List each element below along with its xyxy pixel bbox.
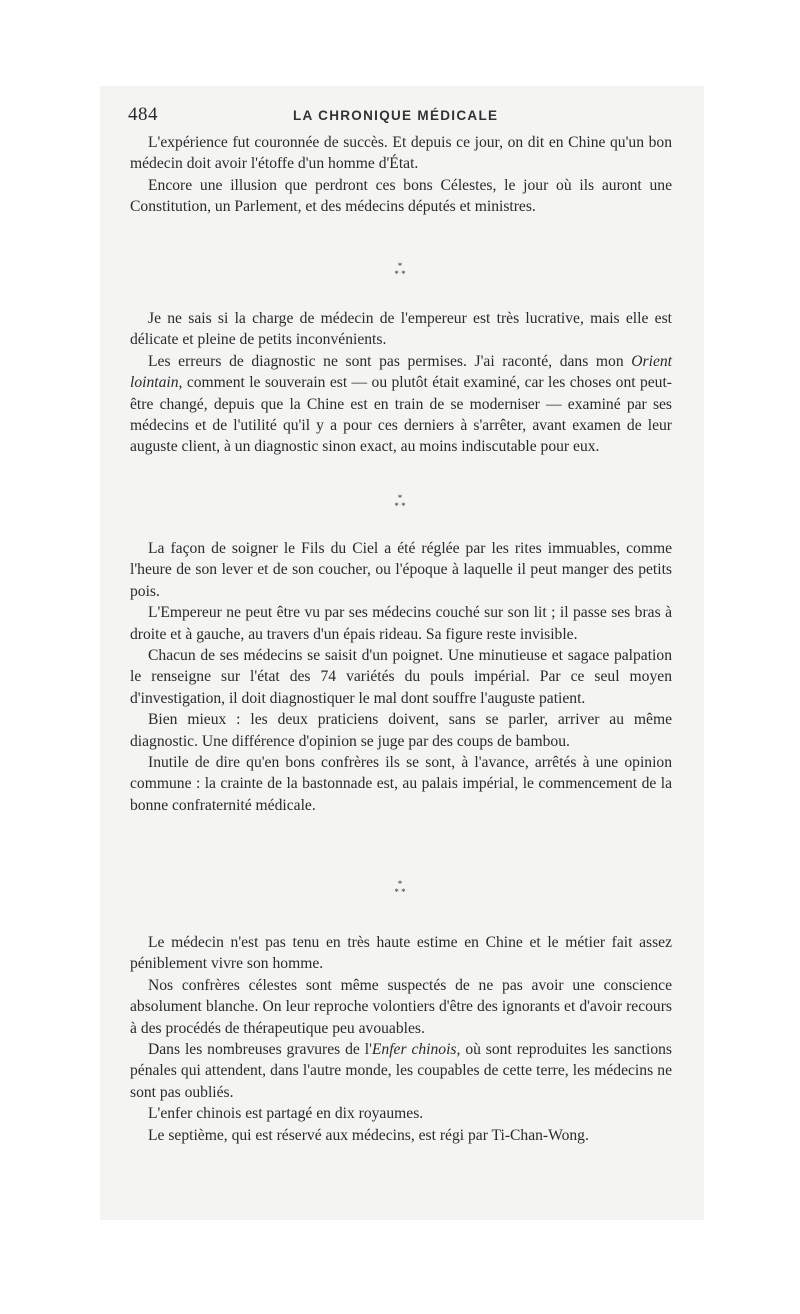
section-separator-asterism [375, 880, 425, 910]
book-title: Orient lointain, [130, 352, 672, 392]
paragraph: L'enfer chinois est partagé en dix royaumes. [148, 1105, 424, 1123]
paragraph-text: où sont reproduites les sanctions pénales qui attendent, dans l'autre monde, les coupables de cette terre, les médecins ne sont pas oubliés. [130, 1041, 672, 1101]
paragraph-text: Dans les nombreuses gravures de l' [148, 1041, 372, 1059]
paragraph [130, 1039, 672, 1103]
paragraph-text: Les erreurs de diagnostic ne sont pas permises. J'ai raconté, dans mon [148, 352, 624, 370]
asterism-top: * [397, 493, 403, 503]
asterism-bottom: * * [394, 269, 406, 279]
asterism-top: * [397, 879, 403, 889]
asterism-bottom: * * [394, 887, 406, 897]
paragraph: Le médecin n'est pas tenu en très haute estime en Chine et le métier fait assez péniblement vivre son homme. [130, 934, 672, 973]
asterism-top: * [397, 261, 403, 271]
paragraph: La façon de soigner le Fils du Ciel a été réglée par les rites immuables, comme l'heure de son lever et de son coucher, ou l'époque à laquelle il peut manger des petits pois. [130, 540, 672, 600]
paragraph: L'Empereur ne peut être vu par ses médecins couché sur son lit ; il passe ses bras à droite et à gauche, au travers d'un épais rideau. Sa figure reste invisible. [130, 604, 672, 643]
page-header [128, 104, 672, 128]
paragraph: L'expérience fut couronnée de succès. Et depuis ce jour, on dit en Chine qu'un bon médecin doit avoir l'étoffe d'un homme d'État. [130, 134, 672, 173]
running-title: LA CHRONIQUE MÉDICALE [293, 108, 499, 123]
paragraph: Bien mieux : les deux praticiens doivent, sans se parler, arriver au même diagnostic. Une différence d'opinion se juge par des coups de bambou. [130, 711, 672, 750]
text-section-4 [130, 932, 672, 1146]
paragraph: Encore une illusion que perdront ces bons Célestes, le jour où ils auront une Constitution, un Parlement, et des médecins députés et ministres. [130, 176, 672, 216]
text-section-3 [130, 538, 672, 816]
page-number: 484 [128, 104, 158, 125]
paragraph: Nos confrères célestes sont même suspectés de ne pas avoir une conscience absolument blanche. On leur reproche volontiers d'être des ignorants et d'avoir recours à des procédés de thérapeutique peu avouables. [130, 976, 672, 1037]
text-section-1 [130, 132, 672, 218]
paragraph-text: comment le souverain est — ou plutôt était examiné, car les choses ont peut-être changé, depuis que la Chine est en train de se moderniser — examiné par ses médecins et de l'utilité qu'il y a pour ces derniers à s'arrêter, avant examen de leur auguste client, à un diagnostic sinon exact, au moins indiscutable pour eux. [130, 374, 673, 456]
paragraph: Le septième, qui est réservé aux médecins, est régi par Ti-Chan-Wong. [148, 1126, 589, 1144]
text-section-2 [130, 308, 672, 458]
paragraph: Je ne sais si la charge de médecin de l'empereur est très lucrative, mais elle est délicate et pleine de petits inconvénients. [130, 310, 672, 349]
paragraph: Chacun de ses médecins se saisit d'un poignet. Une minutieuse et sagace palpation le renseigne sur l'état des 74 variétés du pouls impérial. Par ce seul moyen d'investigation, il doit diagnostiquer le mal dont souffre l'auguste patient. [130, 647, 672, 707]
work-title: Enfer chinois, [371, 1041, 461, 1059]
section-separator-asterism [375, 262, 425, 292]
paragraph: Inutile de dire qu'en bons confrères ils se sont, à l'avance, arrêtés à une opinion commune : la crainte de la bastonnade est, au palais impérial, le commencement de la bonne confraternité médicale. [130, 754, 672, 814]
asterism-bottom: * * [394, 501, 406, 511]
paragraph [130, 351, 672, 458]
section-separator-asterism [375, 494, 425, 524]
